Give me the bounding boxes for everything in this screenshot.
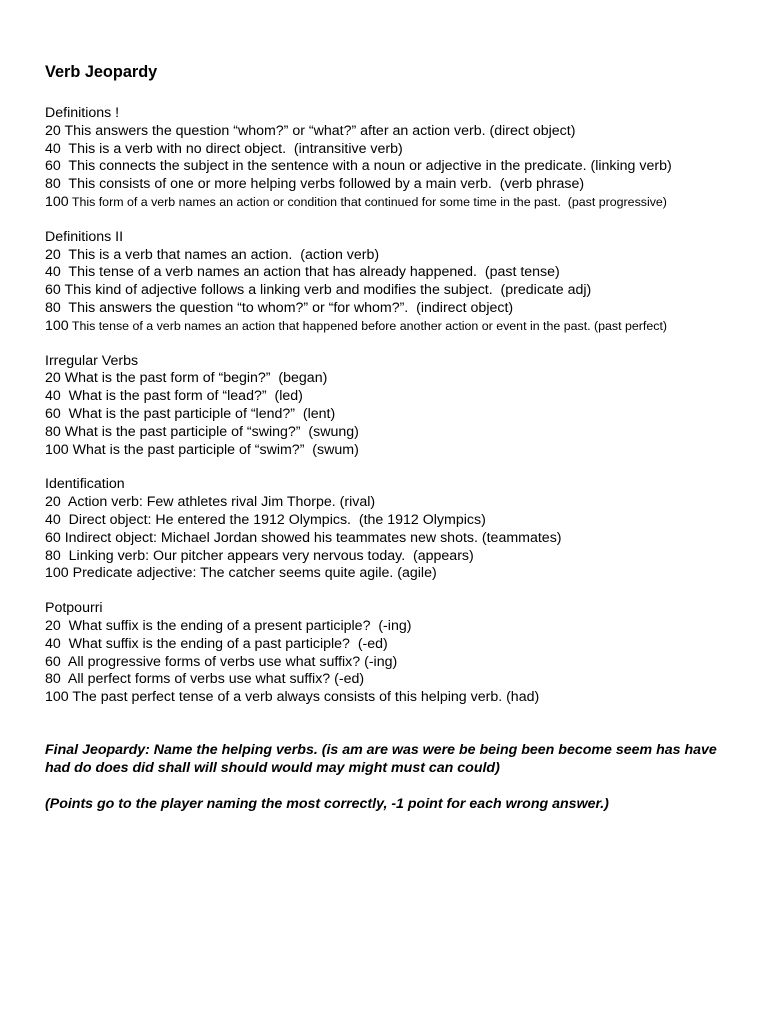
question-line [45,530,745,548]
question-line [45,636,745,654]
question-text: What suffix is the ending of a past participle? (-ed) [60,635,388,652]
section-heading: Definitions ! [45,105,120,121]
question-text: What is the past participle of “lend?” (lent) [60,405,336,422]
point-value: 40 [45,511,61,528]
question-line [45,194,745,212]
question-text: This consists of one or more helping verbs followed by a main verb. (verb phrase) [60,176,585,193]
question-line [45,512,745,530]
question-section [45,229,745,336]
question-text: Indirect object: Michael Jordan showed his teammates new shots. (teammates) [60,529,562,546]
question-line [45,689,745,707]
document-title: Verb Jeopardy [45,63,158,81]
question-section [45,476,745,583]
point-value: 40 [45,140,61,157]
point-value: 80 [45,671,61,688]
point-value: 60 [45,529,61,546]
question-line [45,618,745,636]
final-jeopardy-note: (Points go to the player naming the most correctly, -1 point for each wrong answer.) [45,795,609,812]
question-text: This connects the subject in the sentence with a noun or adjective in the predicate. (linking verb) [60,158,672,175]
point-value: 80 [45,547,61,564]
point-value: 60 [45,405,61,422]
question-text: Linking verb: Our pitcher appears very nervous today. (appears) [60,547,474,564]
point-value: 60 [45,653,61,670]
point-value: 40 [45,635,61,652]
question-line [45,300,745,318]
question-line [45,318,745,336]
section-heading: Potpourri [45,600,103,617]
question-line [45,654,745,672]
point-value: 80 [45,423,61,440]
point-value: 100 [45,565,69,582]
question-text: The past perfect tense of a verb always consists of this helping verb. (had) [68,689,540,706]
question-text: Predicate adjective: The catcher seems quite agile. (agile) [68,565,437,582]
point-value: 100 [45,317,69,334]
question-line [45,158,745,176]
question-text: What is the past participle of “swim?” (swum) [68,441,359,458]
question-section [45,353,745,460]
question-text: Action verb: Few athletes rival Jim Thorpe. (rival) [60,494,376,511]
question-line [45,176,745,194]
point-value: 80 [45,299,61,316]
question-text: This kind of adjective follows a linking verb and modifies the subject. (predicate adj) [60,282,592,299]
point-value: 60 [45,282,61,299]
question-text: Direct object: He entered the 1912 Olympics. (the 1912 Olympics) [60,511,486,528]
question-line [45,494,745,512]
question-line [45,141,745,159]
section-heading: Irregular Verbs [45,352,139,369]
question-section [45,600,745,707]
question-text: This tense of a verb names an action that happened before another action or event in the past. (past perfect) [68,318,668,333]
question-line [45,565,745,583]
question-text: What is the past participle of “swing?” (swung) [60,423,359,440]
question-text: All perfect forms of verbs use what suffix? (-ed) [60,671,365,688]
question-line [45,388,745,406]
question-text: This is a verb that names an action. (action verb) [60,246,380,263]
final-jeopardy-text: Final Jeopardy: Name the helping verbs. (is am are was were be being been become seem has have had do does did shall will should would may might must can could) [45,741,717,777]
point-value: 20 [45,122,61,139]
question-text: All progressive forms of verbs use what suffix? (-ing) [60,653,398,670]
question-text: This form of a verb names an action or condition that continued for some time in the past. (past progressive) [68,194,667,209]
point-value: 20 [45,494,61,511]
question-line [45,370,745,388]
point-value: 20 [45,246,61,263]
question-line [45,548,745,566]
point-value: 60 [45,158,61,175]
point-value: 100 [45,689,69,706]
point-value: 100 [45,441,69,458]
question-text: This tense of a verb names an action that has already happened. (past tense) [60,264,560,281]
point-value: 100 [45,193,69,210]
point-value: 80 [45,176,61,193]
point-value: 20 [45,617,61,634]
question-text: This answers the question “to whom?” or “for whom?”. (indirect object) [60,299,514,316]
question-line [45,282,745,300]
section-heading: Definitions II [45,228,124,245]
question-line [45,424,745,442]
point-value: 40 [45,388,61,405]
question-text: What is the past form of “begin?” (began) [60,370,328,387]
question-text: This answers the question “whom?” or “what?” after an action verb. (direct object) [60,122,576,139]
question-line [45,671,745,689]
question-text: This is a verb with no direct object. (intransitive verb) [60,140,403,157]
sections-container [45,105,745,707]
question-text: What is the past form of “lead?” (led) [60,388,303,405]
section-heading: Identification [45,476,125,493]
question-line [45,442,745,460]
point-value: 20 [45,370,61,387]
question-line [45,123,745,141]
question-line [45,264,745,282]
question-section [45,105,745,212]
question-line [45,247,745,265]
point-value: 40 [45,264,61,281]
document-page [45,62,745,814]
question-text: What suffix is the ending of a present participle? (-ing) [60,617,412,634]
question-line [45,406,745,424]
